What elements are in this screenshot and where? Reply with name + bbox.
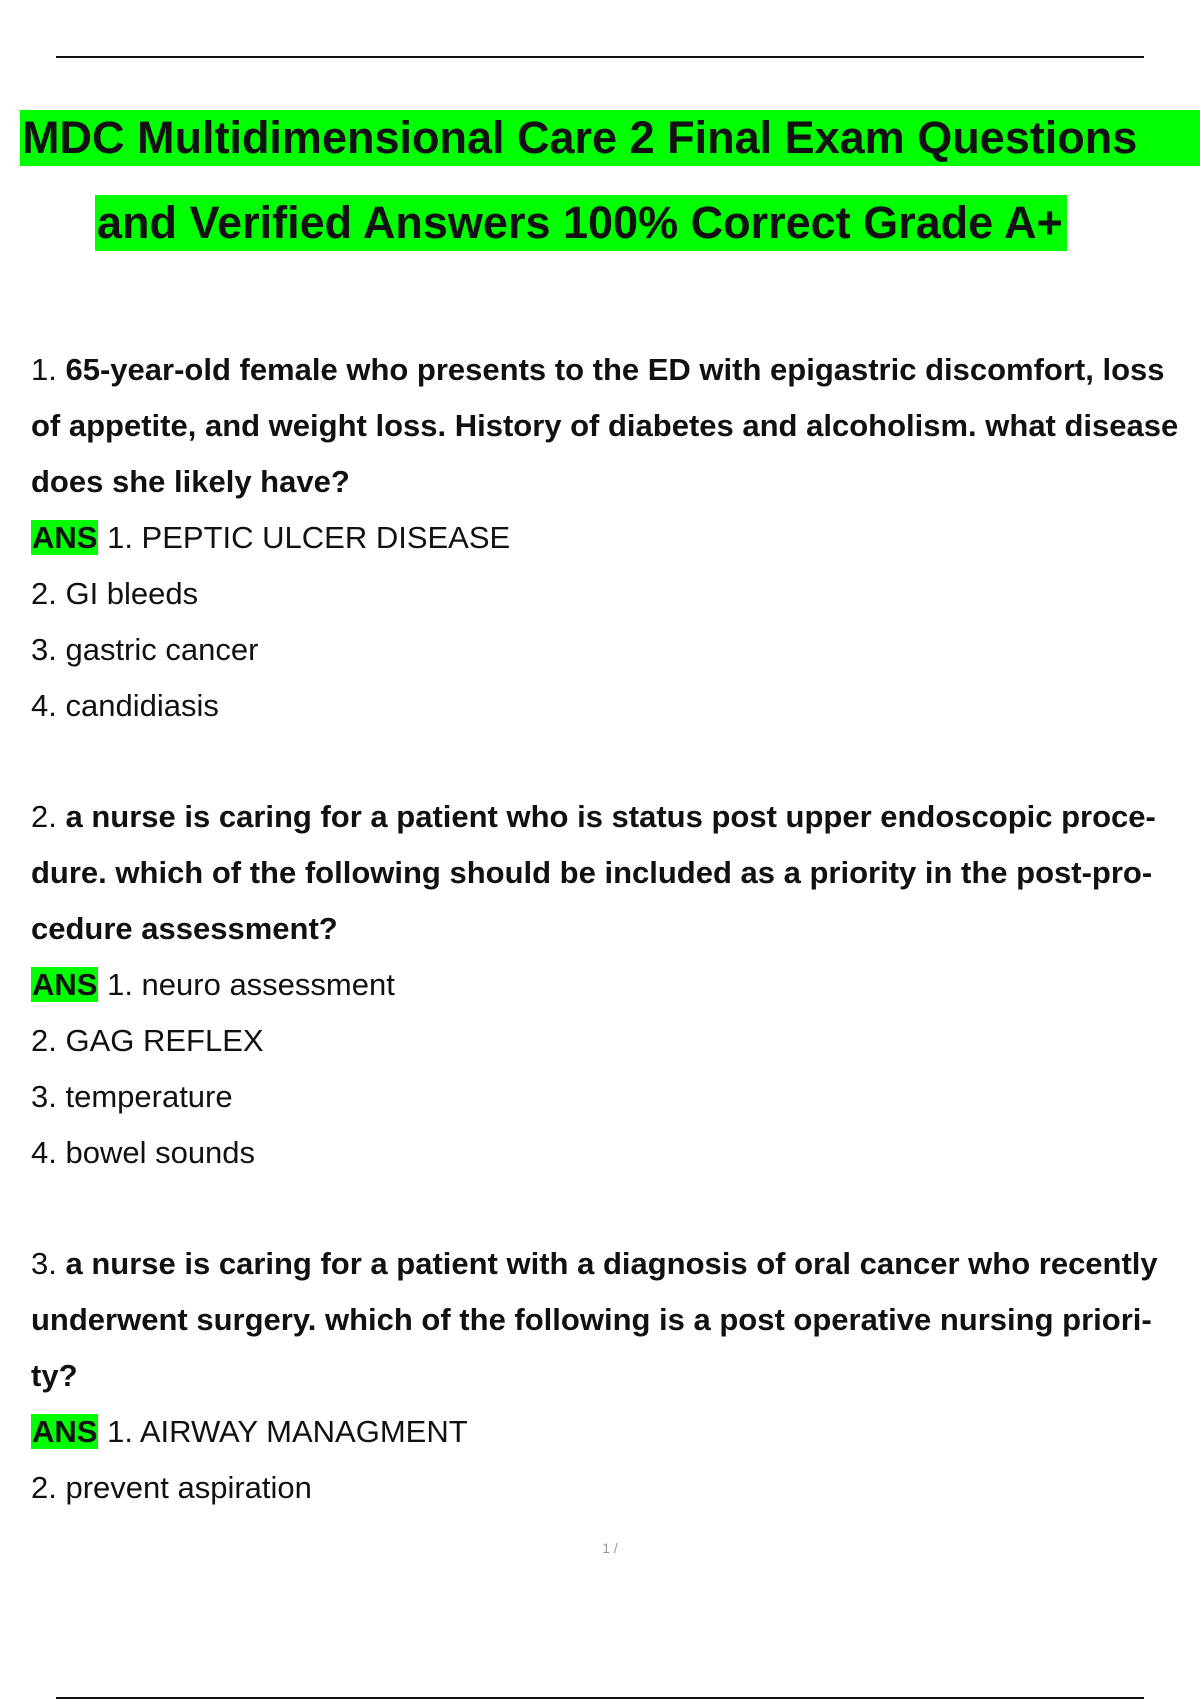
question-1-option-1: 1. PEPTIC ULCER DISEASE (107, 520, 511, 555)
question-2-option-1: 1. neuro assessment (107, 967, 395, 1002)
answer-tag: ANS (32, 520, 98, 555)
question-1-option-2: 2. GI bleeds (31, 576, 199, 611)
question-2-option-4: 4. bowel sounds (31, 1135, 256, 1170)
question-2-option-3: 3. temperature (31, 1079, 233, 1114)
page-number: 1 / (602, 1540, 618, 1556)
question-1 (31, 342, 1200, 734)
top-rule (56, 56, 1144, 58)
question-2-option-2: 2. GAG REFLEX (31, 1023, 264, 1058)
question-1-option-3: 3. gastric cancer (31, 632, 259, 667)
question-3-line-1 (31, 1236, 1200, 1292)
question-1-number: 1. (31, 352, 57, 387)
question-1-answer-line (31, 510, 1200, 566)
question-3-option-2: 2. prevent aspiration (31, 1470, 312, 1505)
question-2-text-line-2: dure. which of the following should be included as a priority in the post-pro- (31, 855, 1153, 890)
bottom-rule (56, 1697, 1144, 1699)
question-3-text-line-3: ty? (31, 1358, 78, 1393)
answer-tag: ANS (32, 1414, 98, 1449)
question-3-text-line-2: underwent surgery. which of the following is a post operative nursing priori- (31, 1302, 1152, 1337)
question-2-answer-line (31, 957, 1200, 1013)
question-3-option-1: 1. AIRWAY MANAGMENT (107, 1414, 468, 1449)
question-1-text-line-2: of appetite, and weight loss. History of diabetes and alcoholism. what disease (31, 408, 1179, 443)
answer-tag: ANS (32, 967, 98, 1002)
question-3-answer-line (31, 1404, 1200, 1460)
question-list (31, 342, 1200, 1571)
question-2-text-line-1: a nurse is caring for a patient who is status post upper endoscopic proce- (65, 799, 1156, 834)
question-3-text-line-1: a nurse is caring for a patient with a diagnosis of oral cancer who recently (65, 1246, 1158, 1281)
question-1-text-line-3: does she likely have? (31, 464, 350, 499)
document-title-line-1: MDC Multidimensional Care 2 Final Exam Questions (20, 110, 1200, 166)
question-2-line-1 (31, 789, 1200, 845)
question-3 (31, 1236, 1200, 1516)
question-3-number: 3. (31, 1246, 57, 1281)
question-2-number: 2. (31, 799, 57, 834)
question-1-text-line-1: 65-year-old female who presents to the ED with epigastric discomfort, loss (65, 352, 1165, 387)
question-1-option-4: 4. candidiasis (31, 688, 219, 723)
question-2-text-line-3: cedure assessment? (31, 911, 338, 946)
question-2 (31, 789, 1200, 1181)
document-title-line-2: and Verified Answers 100% Correct Grade A+ (95, 195, 1067, 251)
question-1-line-1 (31, 342, 1200, 398)
